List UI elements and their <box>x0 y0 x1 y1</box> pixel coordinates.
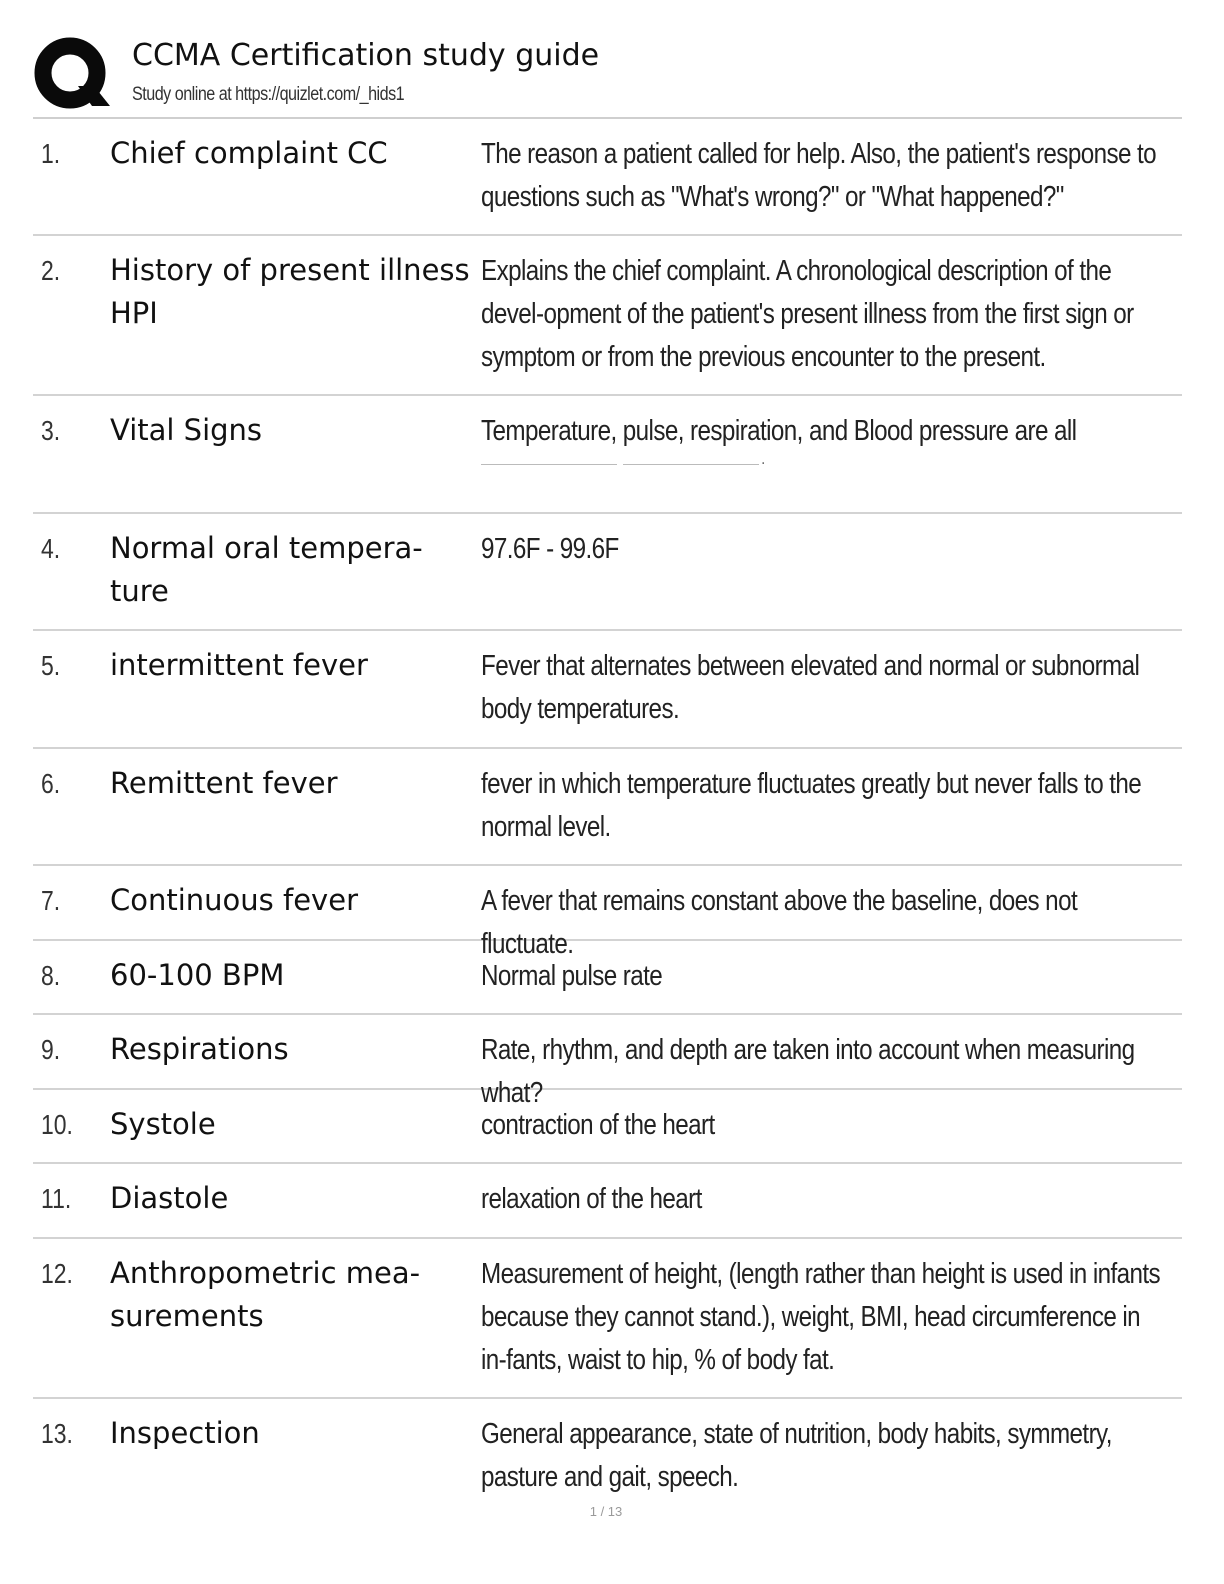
term-text: Anthropometric mea-surements <box>110 1256 421 1333</box>
definition-text: relaxation of the heart <box>481 1183 702 1215</box>
table-row <box>33 866 1182 960</box>
blank-period: . <box>761 452 766 468</box>
row-number: 1. <box>41 138 61 169</box>
page-title: CCMA Certification study guide <box>132 38 600 73</box>
table-row <box>33 1239 1182 1399</box>
row-number: 10. <box>41 1109 73 1140</box>
term-text: intermittent fever <box>110 648 368 682</box>
term-text: Inspection <box>110 1416 260 1450</box>
table-row <box>33 631 1182 749</box>
table-row <box>33 1090 1182 1164</box>
definition-text: Temperature, pulse, respiration, and Blood pressure are all <box>481 415 1077 447</box>
row-number: 6. <box>41 768 61 799</box>
row-number: 8. <box>41 960 61 991</box>
blank-line <box>623 464 759 465</box>
definition-text: Measurement of height, (length rather than height is used in infants because they cannot stand.), weight, BMI, head circumference in in-fants, waist to hip, % of body fat. <box>481 1258 1161 1376</box>
definition-text: The reason a patient called for help. Also, the patient's response to questions such as "What's wrong?" or "What happened?" <box>481 138 1157 213</box>
row-number: 2. <box>41 255 61 286</box>
term-text: Vital Signs <box>110 413 263 447</box>
row-number: 12. <box>41 1258 73 1289</box>
term-text: Continuous fever <box>110 883 358 917</box>
definition-text: A fever that remains constant above the baseline, does not fluctuate. <box>481 885 1078 960</box>
term-text: Normal oral tempera-ture <box>110 531 423 608</box>
table-row <box>33 236 1182 396</box>
table-row <box>33 119 1182 236</box>
term-text: Remittent fever <box>110 766 338 800</box>
fill-in-blank <box>481 452 771 466</box>
study-online-link[interactable]: Study online at https://quizlet.com/_hids1 <box>132 84 405 105</box>
definition-text: 97.6F - 99.6F <box>481 533 619 565</box>
term-text: Chief complaint CC <box>110 136 388 170</box>
row-number: 4. <box>41 533 61 564</box>
definition-text: Rate, rhythm, and depth are taken into account when measuring what? <box>481 1034 1135 1109</box>
page-number: 1 / 13 <box>589 1504 623 1519</box>
definition-text: Explains the chief complaint. A chronological description of the devel-opment of the patient's present illness from the first sign or symptom or from the previous encounter to the present. <box>481 255 1134 373</box>
table-row <box>33 1015 1182 1109</box>
table-row <box>33 514 1182 631</box>
definition-text: fever in which temperature fluctuates greatly but never falls to the normal level. <box>481 768 1142 843</box>
term-text: Diastole <box>110 1181 229 1215</box>
row-number: 13. <box>41 1418 73 1449</box>
row-number: 5. <box>41 650 61 681</box>
table-row <box>33 1164 1182 1239</box>
definition-text: Fever that alternates between elevated and normal or subnormal body temperatures. <box>481 650 1140 725</box>
row-number: 9. <box>41 1034 61 1065</box>
blank-line <box>481 464 617 465</box>
flashcard-table <box>33 117 1182 1509</box>
term-text: Systole <box>110 1107 216 1141</box>
quizlet-logo-icon <box>34 36 110 112</box>
row-number: 3. <box>41 415 61 446</box>
table-row <box>33 396 1182 514</box>
table-row <box>33 1399 1182 1509</box>
row-number: 11. <box>41 1183 72 1214</box>
definition-text: contraction of the heart <box>481 1109 715 1141</box>
term-text: History of present illness HPI <box>110 253 470 330</box>
term-text: 60-100 BPM <box>110 958 285 992</box>
definition-text: General appearance, state of nutrition, body habits, symmetry, pasture and gait, speech. <box>481 1418 1112 1493</box>
row-number: 7. <box>41 885 61 916</box>
table-row <box>33 749 1182 866</box>
term-text: Respirations <box>110 1032 289 1066</box>
definition-text: Normal pulse rate <box>481 960 663 992</box>
table-row <box>33 941 1182 1015</box>
page-header <box>34 34 1184 114</box>
